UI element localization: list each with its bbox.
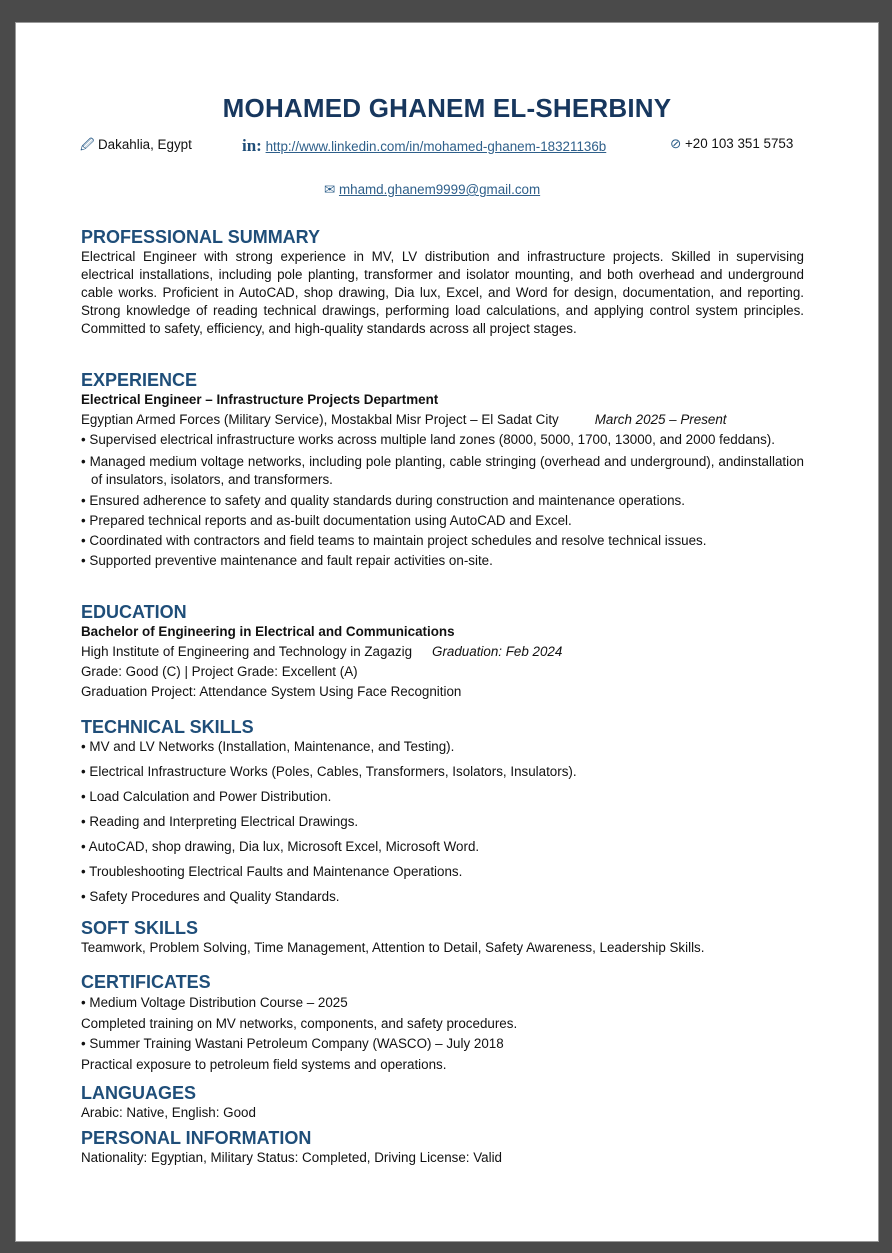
bullet: • Supervised electrical infrastructure works across multiple land zones (8000, 5000, 1700, 13000, and 2000 feddans).: [81, 432, 775, 447]
school: High Institute of Engineering and Technology in Zagazig: [81, 644, 413, 659]
skill-item: • Reading and Interpreting Electrical Drawings.: [81, 814, 359, 829]
certificates-section: [81, 971, 804, 1075]
skill-item: • AutoCAD, shop drawing, Dia lux, Microsoft Excel, Microsoft Word.: [81, 839, 480, 854]
bullet: • Ensured adherence to safety and quality standards during construction and maintenance operations.: [81, 493, 685, 508]
education-section: [81, 601, 804, 701]
mail-icon: ✉: [324, 182, 336, 197]
job-title: Electrical Engineer – Infrastructure Projects Department: [81, 392, 439, 407]
skill-item: • MV and LV Networks (Installation, Maintenance, and Testing).: [81, 739, 455, 754]
certificate-line: • Medium Voltage Distribution Course – 2025: [81, 995, 348, 1010]
linkedin: [242, 136, 606, 156]
graduation-date: Graduation: Feb 2024: [432, 644, 563, 659]
summary-section: [81, 226, 804, 338]
email: [324, 182, 540, 198]
phone-text: +20 103 351 5753: [684, 136, 794, 151]
personal-info-text: Nationality: Egyptian, Military Status: Completed, Driving License: Valid: [81, 1150, 503, 1165]
graduation-project: Graduation Project: Attendance System Using Face Recognition: [81, 684, 462, 699]
section-heading: EXPERIENCE: [81, 370, 198, 390]
degree: Bachelor of Engineering in Electrical and Communications: [81, 624, 455, 639]
job-dates: March 2025 – Present: [594, 412, 727, 427]
pin-icon: 🖉: [80, 137, 95, 152]
certificate-line: Practical exposure to petroleum field systems and operations.: [81, 1056, 447, 1072]
section-heading: SOFT SKILLS: [81, 918, 198, 938]
location-text: Dakahlia, Egypt: [98, 137, 192, 152]
phone: [670, 136, 793, 152]
section-heading: EDUCATION: [81, 602, 187, 622]
candidate-name: MOHAMED GHANEM EL-SHERBINY: [222, 93, 672, 123]
soft-skills-section: [81, 917, 804, 957]
resume-page: [15, 22, 879, 1242]
personal-info-section: [81, 1127, 804, 1167]
grade: Grade: Good (C) | Project Grade: Excellent (A): [81, 664, 358, 679]
bullet: • Supported preventive maintenance and fault repair activities on-site.: [81, 553, 493, 568]
section-heading: LANGUAGES: [81, 1083, 197, 1103]
skill-item: • Troubleshooting Electrical Faults and Maintenance Operations.: [81, 864, 463, 879]
skill-item: • Electrical Infrastructure Works (Poles, Cables, Transformers, Isolators, Insulators).: [81, 764, 577, 779]
phone-icon: ⊘: [670, 136, 682, 151]
technical-skills-section: [81, 716, 804, 909]
languages-text: Arabic: Native, English: Good: [81, 1105, 256, 1120]
bullet: • Coordinated with contractors and field teams to maintain project schedules and resolve technical issues.: [81, 533, 707, 548]
languages-section: [81, 1082, 804, 1122]
bullet: • Managed medium voltage networks, including pole planting, cable stringing (overhead and underground), andinstallation of insulators, isolators, and transformers.: [81, 454, 804, 487]
section-heading: PROFESSIONAL SUMMARY: [81, 227, 321, 247]
employer: Egyptian Armed Forces (Military Service), Mostakbal Misr Project – El Sadat City: [81, 412, 559, 427]
summary-text: Electrical Engineer with strong experience in MV, LV distribution and infrastructure projects. Skilled in supervising electrical installations, including pole planting, transformer and isolator mounting, and both overhead and underground cable works. Proficient in AutoCAD, shop drawing, Dia lux, Excel, and Word for design, documentation, and reporting. Strong knowledge of reading technical drawings, performing load calculations, and applying control system principles. Committed to safety, efficiency, and high-quality standards across all project stages.: [81, 249, 804, 336]
skill-item: • Safety Procedures and Quality Standards.: [81, 889, 340, 904]
experience-section: [81, 369, 804, 570]
email-link[interactable]: mhamd.ghanem9999@gmail.com: [338, 182, 541, 197]
section-heading: CERTIFICATES: [81, 972, 211, 992]
linkedin-link[interactable]: http://www.linkedin.com/in/mohamed-ghanem-18321136b: [265, 139, 607, 154]
skill-item: • Load Calculation and Power Distribution.: [81, 789, 332, 804]
linkedin-icon: in:: [242, 136, 262, 155]
location: [80, 136, 192, 158]
section-heading: PERSONAL INFORMATION: [81, 1128, 312, 1148]
soft-skills-text: Teamwork, Problem Solving, Time Management, Attention to Detail, Safety Awareness, Leadership Skills.: [81, 940, 705, 955]
section-heading: TECHNICAL SKILLS: [81, 717, 254, 737]
bullet: • Prepared technical reports and as-built documentation using AutoCAD and Excel.: [81, 513, 572, 528]
certificate-line: • Summer Training Wastani Petroleum Company (WASCO) – July 2018: [81, 1036, 504, 1051]
certificate-line: Completed training on MV networks, components, and safety procedures.: [81, 1015, 518, 1031]
